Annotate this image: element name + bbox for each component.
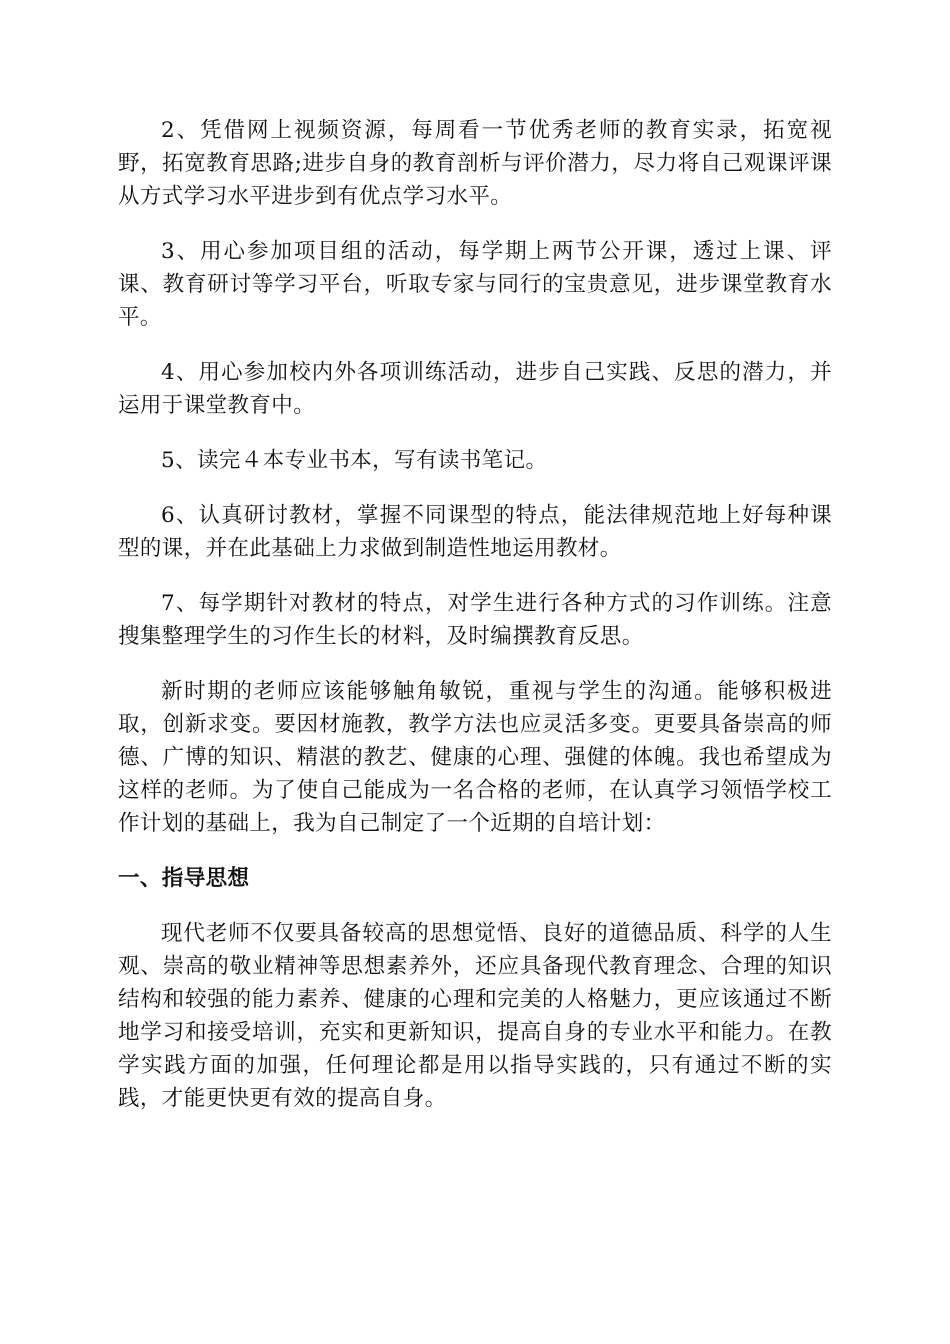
paragraph-item-2: 2、凭借网上视频资源，每周看一节优秀老师的教育实录，拓宽视野，拓宽教育思路;进步自身的教育剖析与评价潜力，尽力将自己观课评课从方式学习水平进步到有优点学习水平。 [118,118,832,209]
paragraph-item-7: 7、每学期针对教材的特点，对学生进行各种方式的习作训练。注意搜集整理学生的习作生长的材料，及时编撰教育反思。 [118,591,832,649]
paragraph-guiding-thought: 现代老师不仅要具备较高的思想觉悟、良好的道德品质、科学的人生观、崇高的敬业精神等思想素养外，还应具备现代教育理念、合理的知识结构和较强的能力素养、健康的心理和完美的人格魅力，更应该通过不断地学习和接受培训，充实和更新知识，提高自身的专业水平和能力。在教学实践方面的加强，任何理论都是用以指导实践的，只有通过不断的实践，才能更快更有效的提高自身。 [118,921,832,1111]
section-heading: 一、指导思想 [118,866,250,891]
document-body [118,114,832,1137]
paragraph-item-5: 5、读完４本专业书本，写有读书笔记。 [161,448,548,473]
paragraph-item-3: 3、用心参加项目组的活动，每学期上两节公开课，透过上课、评课、教育研讨等学习平台，听取专家与同行的宝贵意见，进步课堂教育水平。 [118,239,832,330]
paragraph-new-era: 新时期的老师应该能够触角敏锐，重视与学生的沟通。能够积极进取，创新求变。要因材施教，教学方法也应灵活多变。更要具备崇高的师德、广博的知识、精湛的教艺、健康的心理、强健的体魄。我也希望成为这样的老师。为了使自己能成为一名合格的老师，在认真学习领悟学校工作计划的基础上，我为自己制定了一个近期的自培计划： [118,679,832,836]
paragraph-item-6: 6、认真研讨教材，掌握不同课型的特点，能法律规范地上好每种课型的课，并在此基础上力求做到制造性地运用教材。 [118,503,832,561]
paragraph-item-4: 4、用心参加校内外各项训练活动，进步自己实践、反思的潜力，并运用于课堂教育中。 [118,360,832,418]
